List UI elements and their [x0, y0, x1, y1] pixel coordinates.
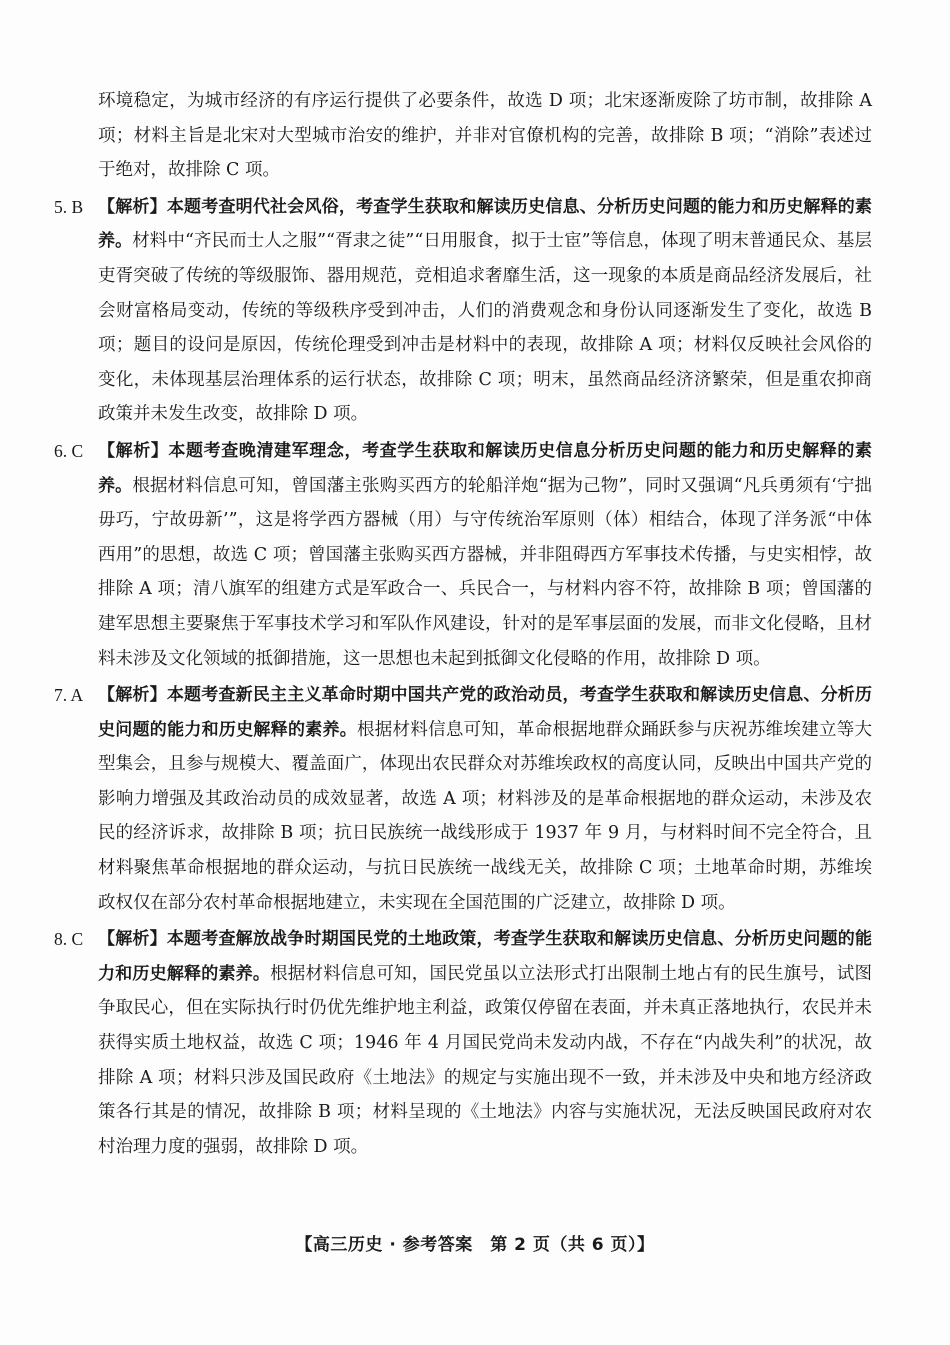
topic-summary: 本题考查明代社会风俗，考查学生获取和解读历史信息、分析历史问题的能力和历史解释的素养。	[98, 196, 873, 252]
topic-summary: 本题考查解放战争时期国民党的土地政策，考查学生获取和解读历史信息、分析历史问题的能力和历史解释的素养。	[98, 929, 873, 984]
analysis-body: 根据材料信息可知，革命根据地群众踊跃参与庆祝苏维埃建立等大型集会，且参与规模大、覆盖面广，体现出农民群众对苏维埃政权的高度认同，反映出中国共产党的影响力增强及其政治动员的成效显著，故选 A 项；材料涉及的是革命根据地的群众运动，未涉及农民的经济诉求，故排除 B 项；抗日民族统一战线形成于 1937 年 9 月，与材料时间不完全符合，且材料聚焦革命根据地的群众运动，与抗日民族统一战线无关，故排除 C 项；土地革命时期，苏维埃政权仅在部分农村革命根据地建立，未实现在全国范围的广泛建立，故排除 D 项。	[98, 719, 873, 913]
analysis-tag: 【解析】	[98, 685, 167, 706]
page-footer: 【高三历史 · 参考答案 第 2 页（共 6 页）】	[295, 1235, 655, 1255]
analysis-tag: 【解析】	[98, 196, 167, 217]
topic-summary: 本题考查晚清建军理念，考查学生获取和解读历史信息分析历史问题的能力和历史解释的素养。	[98, 440, 873, 496]
analysis-body: 根据材料信息可知，曾国藩主张购买西方的轮船洋炮“据为己物”，同时又强调“凡兵勇须有‘宁拙毋巧，宁故毋新’”，这是将学西方器械（用）与守传统治军原则（体）相结合，体现了洋务派“中体西用”的思想，故选 C 项；曾国藩主张购买西方器械，并非阻碍西方军事技术传播，与史实相悖，故排除 A 项；清八旗军的组建方式是军政合一、兵民合一，与材料内容不符，故排除 B 项；曾国藩的建军思想主要聚焦于军事技术学习和军队作风建设，针对的是军事层面的发展，而非文化侵略，且材料未涉及文化领域的抵御措施，这一思想也未起到抵御文化侵略的作用，故排除 D 项。	[98, 475, 872, 669]
topic-summary: 本题考查新民主主义革命时期中国共产党的政治动员，考查学生获取和解读历史信息、分析历史问题的能力和历史解释的素养。	[98, 685, 873, 740]
answer-item-5	[54, 190, 873, 432]
analysis-body: 材料中“齐民而士人之服”“胥隶之徒”“日用服食，拟于士宦”等信息，体现了明末普通民众、基层吏胥突破了传统的等级服饰、器用规范，竞相追求奢靡生活，这一现象的本质是商品经济发展后，社会财富格局变动，传统的等级秩序受到冲击，人们的消费观念和身份认同逐渐发生了变化，故选 B 项；题目的设问是原因，传统伦理受到冲击是材料中的表现，故排除 A 项；材料仅反映社会风俗的变化，未体现基层治理体系的运行状态，故排除 C 项；明末，虽然商品经济济繁荣，但是重农抑商政策并未发生改变，故排除 D 项。	[98, 231, 873, 425]
analysis-body: 根据材料信息可知，国民党虽以立法形式打出限制土地占有的民生旗号，试图争取民心，但在实际执行时仍优先维护地主利益，政策仅停留在表面，并未真正落地执行，农民并未获得实质土地权益，故选 C 项；1946 年 4 月国民党尚未发动内战，不存在“内战失利”的状况，故排除 A 项；材料只涉及国民政府《土地法》的规定与实施出现不一致，并未涉及中央和地方经济政策各行其是的情况，故排除 B 项；材料呈现的《土地法》内容与实施状况，无法反映国民政府对农村治理力度的强弱，故排除 D 项。	[98, 963, 872, 1157]
question-number: 6. C	[54, 440, 84, 461]
question-number: 7. A	[54, 685, 84, 706]
analysis-tag: 【解析】	[98, 929, 167, 950]
analysis-tag: 【解析】	[98, 440, 169, 461]
answer-content	[54, 84, 873, 1166]
question-number: 5. B	[54, 196, 84, 217]
answer-item-7	[54, 678, 873, 920]
question-number: 8. C	[54, 929, 84, 950]
answer-item-8	[54, 922, 873, 1164]
continuation-paragraph: 环境稳定，为城市经济的有序运行提供了必要条件，故选 D 项；北宋逐渐废除了坊市制，故排除 A 项；材料主旨是北宋对大型城市治安的维护，并非对官僚机构的完善，故排除 B 项；“消除”表述过于绝对，故排除 C 项。	[98, 91, 872, 181]
answer-item-6	[54, 434, 873, 676]
